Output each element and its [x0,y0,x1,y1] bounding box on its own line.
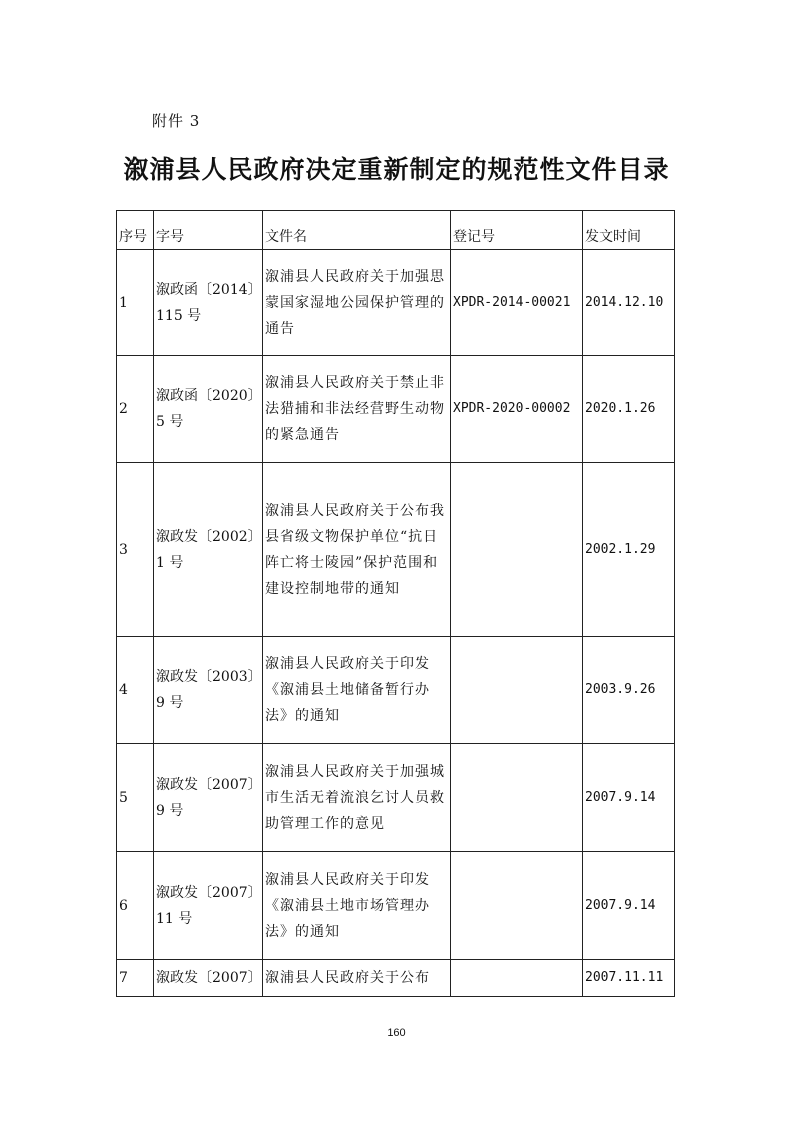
cell-reg: XPDR-2014-00021 [451,250,583,356]
table-header-row [117,211,675,250]
cell-reg [451,463,583,637]
cell-name: 溆浦县人民政府关于公布我县省级文物保护单位“抗日阵亡将士陵园”保护范围和建设控制地带的通知 [263,463,451,637]
cell-code: 溆政函〔2014〕115 号 [154,250,263,356]
cell-date: 2007.9.14 [583,852,675,960]
table-row [117,744,675,852]
cell-date: 2007.11.11 [583,960,675,997]
cell-code: 溆政发〔2003〕9 号 [154,637,263,744]
cell-no: 6 [117,852,154,960]
document-catalog-table [116,210,675,997]
cell-code: 溆政发〔2007〕9 号 [154,744,263,852]
cell-name: 溆浦县人民政府关于禁止非法猎捕和非法经营野生动物的紧急通告 [263,356,451,463]
page-number: 160 [387,1027,406,1039]
cell-code: 溆政发〔2007〕 [154,960,263,997]
header-name: 文件名 [263,211,451,250]
cell-no: 3 [117,463,154,637]
table-row [117,463,675,637]
cell-date: 2020.1.26 [583,356,675,463]
table-row [117,852,675,960]
cell-code: 溆政发〔2002〕1 号 [154,463,263,637]
attachment-label: 附件 3 [152,112,201,130]
cell-no: 5 [117,744,154,852]
cell-name: 溆浦县人民政府关于加强思蒙国家湿地公园保护管理的通告 [263,250,451,356]
cell-name: 溆浦县人民政府关于公布 [263,960,451,997]
header-code: 字号 [154,211,263,250]
table-row [117,960,675,997]
cell-name: 溆浦县人民政府关于印发《溆浦县土地储备暂行办法》的通知 [263,637,451,744]
cell-no: 4 [117,637,154,744]
cell-no: 2 [117,356,154,463]
document-title: 溆浦县人民政府决定重新制定的规范性文件目录 [123,155,670,184]
cell-date: 2003.9.26 [583,637,675,744]
cell-reg [451,960,583,997]
cell-no: 7 [117,960,154,997]
table-row [117,637,675,744]
cell-code: 溆政发〔2007〕11 号 [154,852,263,960]
table-row [117,356,675,463]
header-reg: 登记号 [451,211,583,250]
cell-reg [451,744,583,852]
header-no: 序号 [117,211,154,250]
cell-code: 溆政函〔2020〕5 号 [154,356,263,463]
cell-no: 1 [117,250,154,356]
cell-date: 2014.12.10 [583,250,675,356]
header-date: 发文时间 [583,211,675,250]
cell-name: 溆浦县人民政府关于印发《溆浦县土地市场管理办法》的通知 [263,852,451,960]
cell-date: 2007.9.14 [583,744,675,852]
table-row [117,250,675,356]
cell-date: 2002.1.29 [583,463,675,637]
cell-reg [451,637,583,744]
cell-name: 溆浦县人民政府关于加强城市生活无着流浪乞讨人员救助管理工作的意见 [263,744,451,852]
cell-reg [451,852,583,960]
cell-reg: XPDR-2020-00002 [451,356,583,463]
